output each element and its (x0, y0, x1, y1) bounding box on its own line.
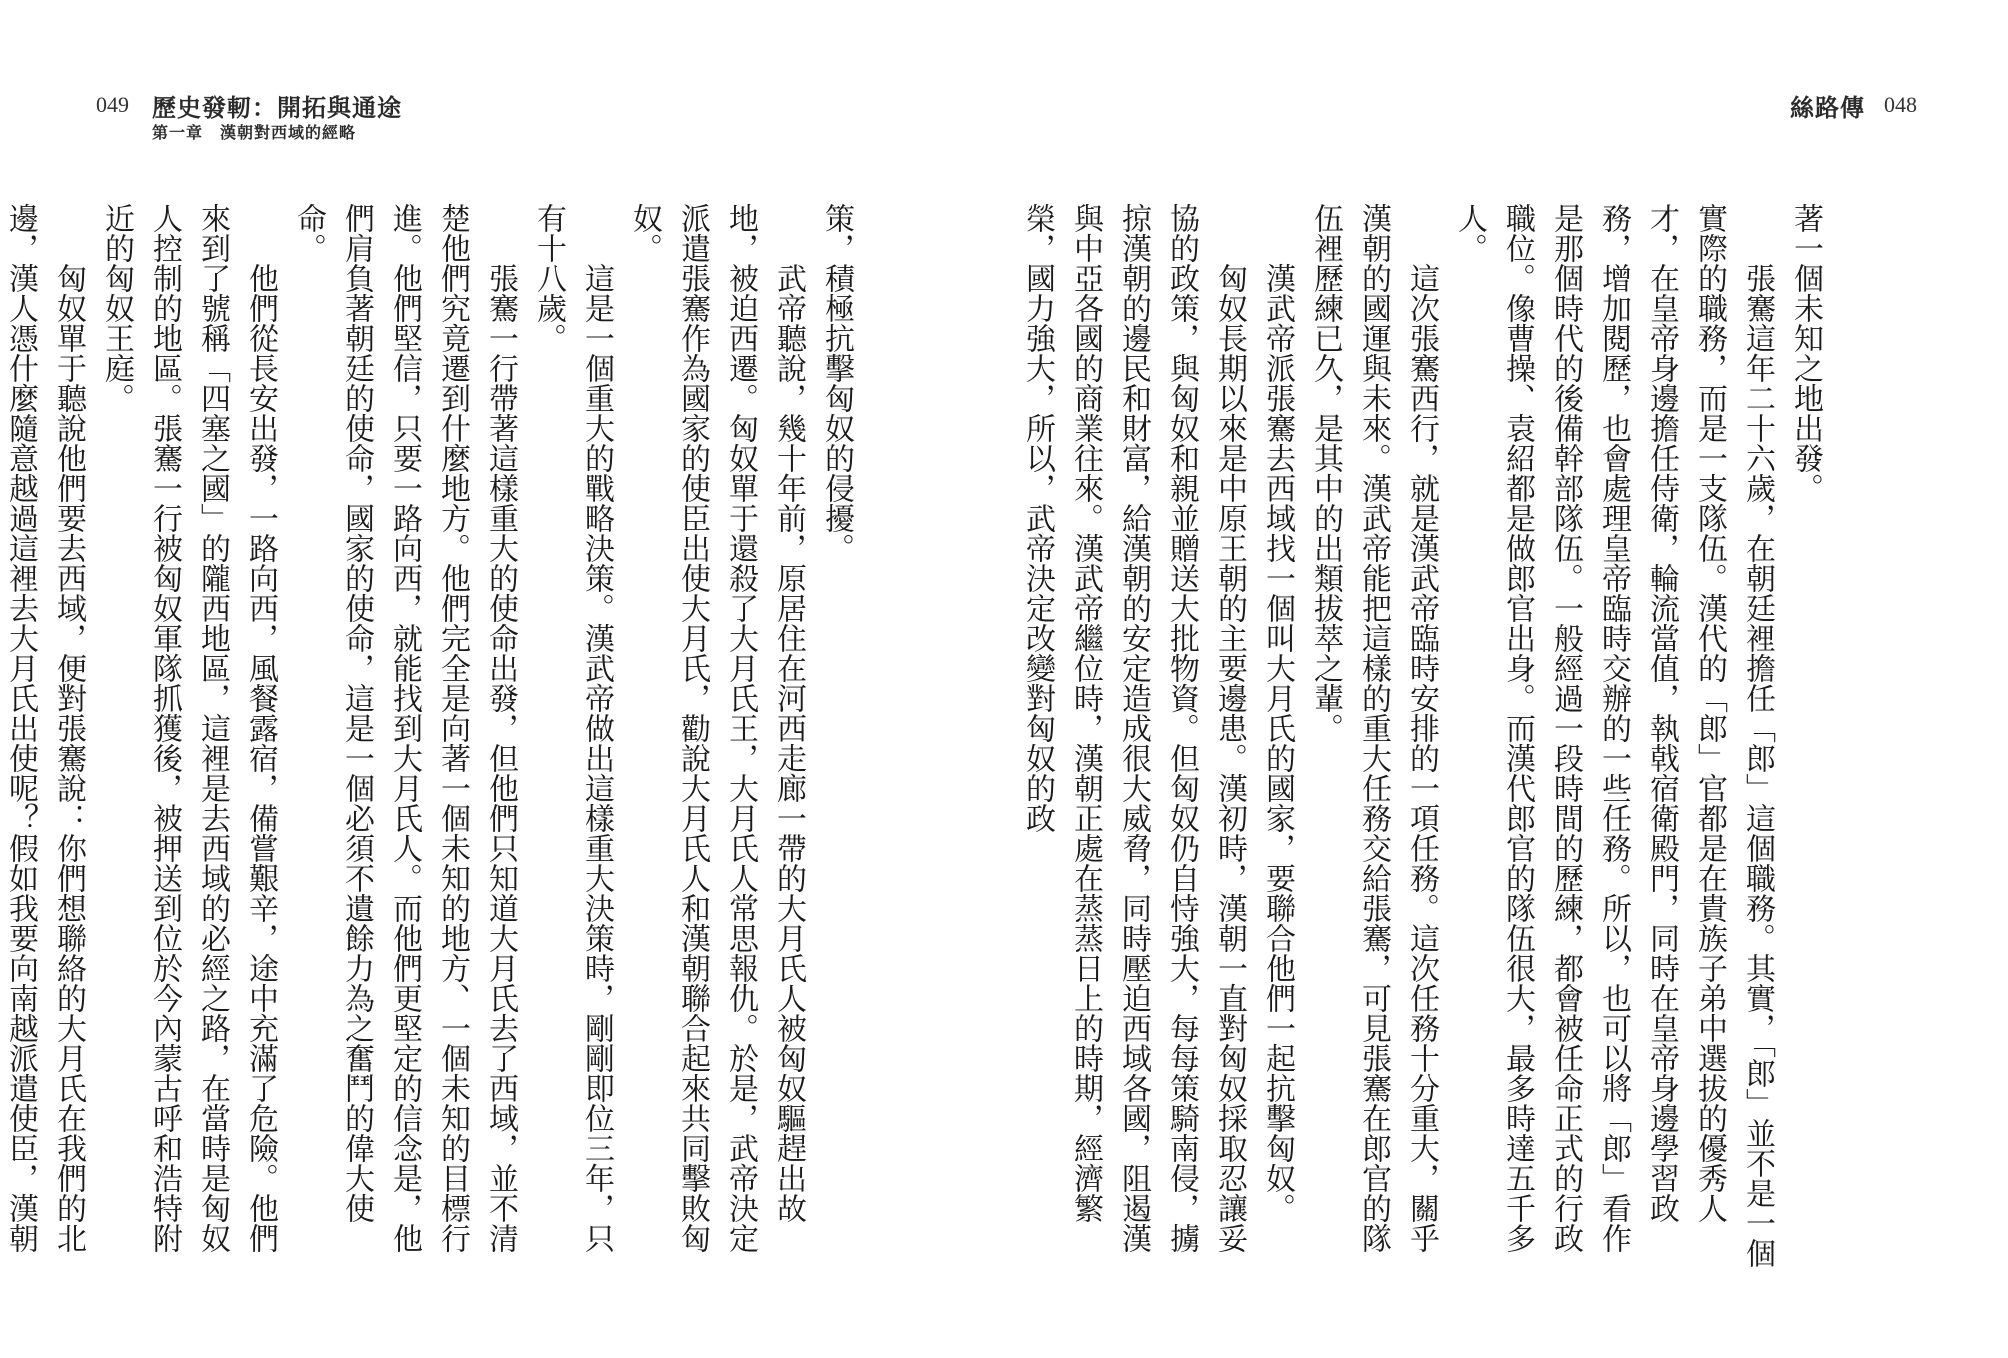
paragraph: 這次張騫西行，就是漢武帝臨時安排的一項任務。這次任務十分重大，關乎漢朝的國運與未來。漢武帝能把這樣的重大任務交給張騫，可見張騫在郎官的隊伍裡歷練已久，是其中的出類拔萃之輩。 (1308, 203, 1439, 1253)
paragraph: 張騫一行帶著這樣重大的使命出發，但他們只知道大月氏去了西域，並不清楚他們究竟遷到什麼地方。他們完全是向著一個未知的地方、一個未知的目標行進。他們堅信，只要一路向西，就能找到大月氏人。而他們更堅定的信念是，他們肩負著朝廷的使命，國家的使命，這是一個必須不遺餘力為之奮鬥的偉大使命。 (291, 203, 518, 1253)
left-chapter-title: 第一章 漢朝對西域的經略 (152, 123, 357, 142)
right-page-number: 048 (1884, 92, 1917, 117)
paragraph: 匈奴單于聽說他們要去西域，便對張騫說：你們想聯絡的大月氏在我們的北邊，漢人憑什麼隨意越過這裡去大月氏出使呢？假如我要向南越派遣使臣，漢朝 (3, 203, 86, 1253)
right-book-title: 絲路傳 (1790, 94, 1865, 122)
left-book-title: 歷史發軔：開拓與通途 (152, 94, 402, 122)
left-body-text (3, 203, 860, 1271)
paragraph: 這是一個重大的戰略決策。漢武帝做出這樣重大決策時，剛剛即位三年，只有十八歲。 (531, 203, 614, 1253)
paragraph: 策，積極抗擊匈奴的侵擾。 (819, 203, 854, 563)
right-page (1004, 0, 2008, 1358)
paragraph: 張騫這年二十六歲，在朝廷裡擔任「郎」這個職務。其實，「郎」並不是一個實際的職務，而是一支隊伍。漢代的「郎」官都是在貴族子弟中選拔的優秀人才，在皇帝身邊擔任侍衛，輪流當值，執戟宿衛殿門，同時在皇帝身邊學習政務，增加閱歷，也會處理皇帝臨時交辦的一些任務。所以，也可以將「郎」看作是那個時代的後備幹部隊伍。一般經過一段時間的歷練，都會被任命正式的行政職位。像曹操、袁紹都是做郎官出身。而漢代郎官的隊伍很大，最多時達五千多人。 (1452, 203, 1775, 1268)
right-body-text (1020, 203, 1829, 1271)
paragraph: 著一個未知之地出發。 (1788, 203, 1823, 503)
paragraph: 匈奴長期以來是中原王朝的主要邊患。漢初時，漢朝一直對匈奴採取忍讓妥協的政策，與匈奴和親並贈送大批物資。但匈奴仍自恃強大，每每策騎南侵，擄掠漢朝的邊民和財富，給漢朝的安定造成很大威脅，同時壓迫西域各國，阻遏漢與中亞各國的商業往來。漢武帝繼位時，漢朝正處在蒸蒸日上的時期，經濟繁榮，國力強大，所以，武帝決定改變對匈奴的政 (1020, 203, 1247, 1253)
left-page-number: 049 (96, 92, 129, 117)
paragraph: 武帝聽說，幾十年前，原居住在河西走廊一帶的大月氏人被匈奴驅趕出故地，被迫西遷。匈奴單于還殺了大月氏王，大月氏人常思報仇。於是，武帝決定派遣張騫作為國家的使臣出使大月氏，勸說大月氏人和漢朝聯合起來共同擊敗匈奴。 (627, 203, 806, 1253)
paragraph: 漢武帝派張騫去西域找一個叫大月氏的國家，要聯合他們一起抗擊匈奴。 (1260, 263, 1295, 1223)
paragraph: 他們從長安出發，一路向西，風餐露宿，備嘗艱辛，途中充滿了危險。他們來到了號稱「四塞之國」的隴西地區，這裡是去西域的必經之路，在當時是匈奴人控制的地區。張騫一行被匈奴軍隊抓獲後，被押送到位於今內蒙古呼和浩特附近的匈奴王庭。 (99, 203, 278, 1253)
